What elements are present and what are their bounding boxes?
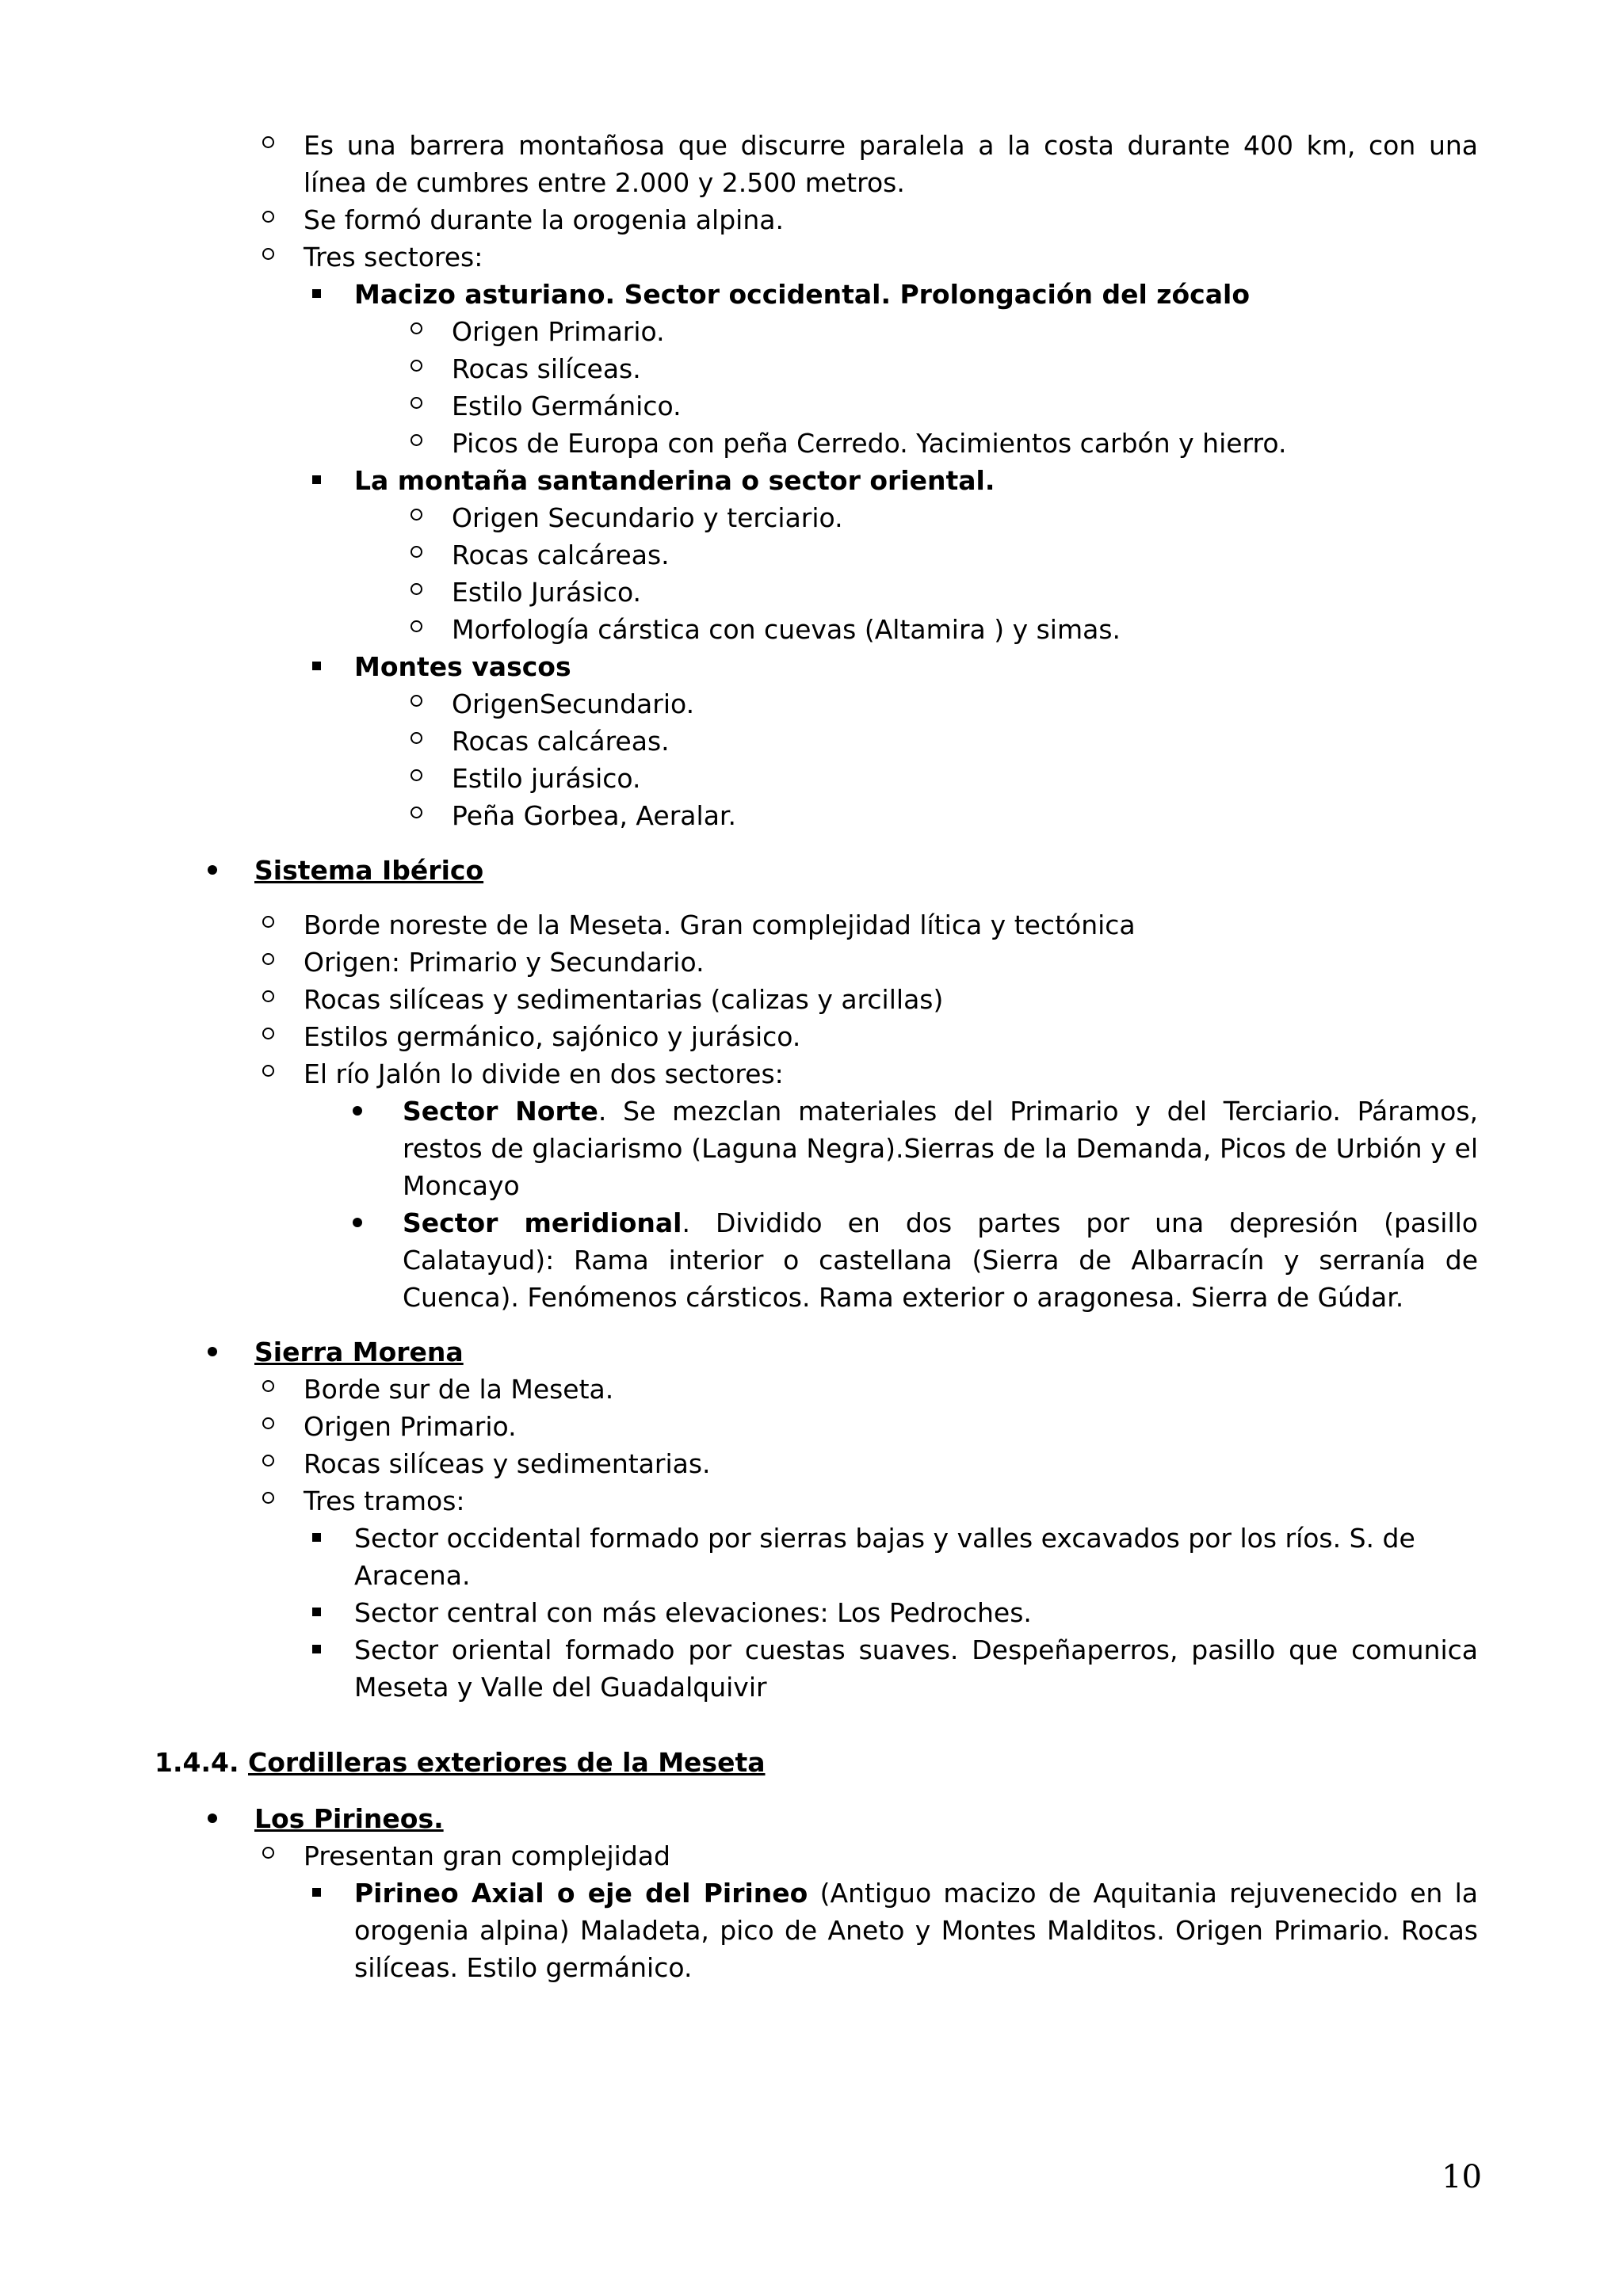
- list-item: [155, 611, 1478, 648]
- list-item: [155, 499, 1478, 536]
- list-item-text: Estilos germánico, sajónico y jurásico.: [304, 1021, 801, 1052]
- hollow-bullet-icon: [411, 732, 422, 744]
- list-item-text: Sector central con más elevaciones: Los Pedroches.: [354, 1597, 1032, 1628]
- topic-list: [155, 1800, 1478, 1837]
- list-item: [155, 201, 1478, 238]
- hollow-bullet-icon: [262, 1380, 274, 1392]
- hollow-bullet-icon: [262, 1847, 274, 1859]
- list-item: [155, 1631, 1478, 1706]
- list-item: [155, 1837, 1478, 1875]
- hollow-bullet-icon: [262, 211, 274, 223]
- list-item-text: Origen Primario.: [304, 1411, 517, 1442]
- sector-heading: [155, 648, 1478, 685]
- sector-detail-list: [155, 313, 1478, 462]
- bullet-icon: [208, 1347, 217, 1356]
- list-item-text: Estilo jurásico.: [452, 763, 641, 794]
- sector-name: Sector Norte: [403, 1096, 598, 1127]
- list-item: [155, 1408, 1478, 1445]
- topic-list: [155, 852, 1478, 889]
- list-item: [155, 1520, 1478, 1594]
- list-item: [155, 1018, 1478, 1055]
- iberico-list: [155, 906, 1478, 1093]
- list-item-text: Borde noreste de la Meseta. Gran complejidad lítica y tectónica: [304, 910, 1136, 940]
- bullet-icon: [353, 1218, 362, 1227]
- hollow-bullet-icon: [262, 1417, 274, 1429]
- square-bullet-icon: [312, 475, 321, 484]
- bullet-icon: [353, 1106, 362, 1116]
- sector-name: Sector meridional: [403, 1207, 682, 1238]
- list-item: [155, 1594, 1478, 1631]
- iberico-sector-list: [155, 1093, 1478, 1316]
- sector-heading: [155, 462, 1478, 499]
- list-item-text: Rocas silíceas y sedimentarias.: [304, 1448, 711, 1479]
- list-item-text: Tres tramos:: [304, 1486, 465, 1516]
- square-bullet-icon: [312, 1608, 321, 1616]
- page-content: [155, 127, 1478, 1986]
- hollow-bullet-icon: [411, 695, 422, 707]
- hollow-bullet-icon: [411, 397, 422, 409]
- page-number: 10: [1442, 2159, 1482, 2195]
- list-item: [155, 723, 1478, 760]
- morena-list: [155, 1371, 1478, 1520]
- list-item-text: Se formó durante la orogenia alpina.: [304, 204, 784, 235]
- list-item-text: Morfología cárstica con cuevas (Altamira ) y simas.: [452, 614, 1121, 645]
- section-heading: [155, 1744, 1478, 1781]
- intro-list: [155, 127, 1478, 276]
- list-item: [155, 425, 1478, 462]
- list-item: [155, 1875, 1478, 1986]
- hollow-bullet-icon: [262, 1028, 274, 1039]
- list-item: [155, 797, 1478, 834]
- sector-detail-list: [155, 685, 1478, 834]
- list-item-text: Es una barrera montañosa que discurre paralela a la costa durante 400 km, con una línea de cumbres entre 2.000 y 2.500 metros.: [304, 130, 1478, 198]
- topic-heading-morena: [155, 1333, 1478, 1371]
- sector-list: [155, 276, 1478, 313]
- list-item-text: Sector occidental formado por sierras bajas y valles excavados por los ríos. S. de Aracena.: [354, 1523, 1415, 1591]
- sector-description: . Se mezclan materiales del Primario y del Terciario. Páramos, restos de glaciarismo (Laguna Negra).Sierras de la Demanda, Picos de Urbión y el Moncayo: [403, 1096, 1479, 1201]
- pirineos-list: [155, 1837, 1478, 1875]
- list-item: [155, 1371, 1478, 1408]
- sector-name: Pirineo Axial o eje del Pirineo: [354, 1878, 808, 1909]
- list-item-text: Rocas silíceas y sedimentarias (calizas y arcillas): [304, 984, 944, 1015]
- sector-list: [155, 462, 1478, 499]
- list-item-text: Tres sectores:: [304, 242, 483, 273]
- sector-heading: [155, 276, 1478, 313]
- list-item: [155, 1445, 1478, 1482]
- list-item-text: Peña Gorbea, Aeralar.: [452, 800, 736, 831]
- list-item: [155, 906, 1478, 944]
- hollow-bullet-icon: [411, 509, 422, 521]
- list-item: [155, 350, 1478, 387]
- hollow-bullet-icon: [411, 583, 422, 595]
- morena-tramos-list: [155, 1520, 1478, 1706]
- list-item: [155, 981, 1478, 1018]
- list-item-text: Presentan gran complejidad: [304, 1840, 670, 1871]
- hollow-bullet-icon: [411, 807, 422, 818]
- list-item-text: OrigenSecundario.: [452, 688, 695, 719]
- list-item-text: Borde sur de la Meseta.: [304, 1374, 614, 1405]
- sector-detail-list: [155, 499, 1478, 648]
- list-item: [155, 944, 1478, 981]
- hollow-bullet-icon: [262, 1065, 274, 1077]
- hollow-bullet-icon: [262, 953, 274, 965]
- sector-heading-text: Macizo asturiano. Sector occidental. Prolongación del zócalo: [354, 279, 1250, 310]
- list-item-text: Rocas silíceas.: [452, 353, 641, 384]
- list-item: [155, 536, 1478, 574]
- hollow-bullet-icon: [411, 620, 422, 632]
- list-item-text: Sector oriental formado por cuestas suaves. Despeñaperros, pasillo que comunica Meseta y Valle del Guadalquivir: [354, 1634, 1478, 1703]
- square-bullet-icon: [312, 1533, 321, 1542]
- list-item: [155, 574, 1478, 611]
- square-bullet-icon: [312, 1888, 321, 1897]
- sector-heading-text: La montaña santanderina o sector oriental.: [354, 465, 995, 496]
- square-bullet-icon: [312, 289, 321, 298]
- list-item: [155, 1055, 1478, 1093]
- hollow-bullet-icon: [262, 248, 274, 260]
- topic-heading-text: Sistema Ibérico: [254, 855, 484, 886]
- sector-description: (Antiguo macizo de Aquitania rejuvenecido en la orogenia alpina) Maladeta, pico de Aneto y Montes Malditos. Origen Primario. Rocas silíceas. Estilo germánico.: [354, 1878, 1478, 1983]
- pirineos-sector-list: [155, 1875, 1478, 1986]
- hollow-bullet-icon: [411, 546, 422, 558]
- hollow-bullet-icon: [411, 360, 422, 372]
- sector-heading-text: Montes vascos: [354, 651, 571, 682]
- topic-heading-iberico: [155, 852, 1478, 889]
- hollow-bullet-icon: [411, 322, 422, 334]
- section-title: Cordilleras exteriores de la Meseta: [248, 1747, 766, 1778]
- list-item-text: Origen Primario.: [452, 316, 665, 347]
- list-item-text: Rocas calcáreas.: [452, 726, 670, 757]
- section-number: 1.4.4.: [155, 1747, 239, 1778]
- list-item-text: Picos de Europa con peña Cerredo. Yacimientos carbón y hierro.: [452, 428, 1287, 459]
- list-item-text: Estilo Jurásico.: [452, 577, 642, 608]
- sector-list: [155, 648, 1478, 685]
- square-bullet-icon: [312, 1645, 321, 1653]
- hollow-bullet-icon: [411, 769, 422, 781]
- hollow-bullet-icon: [262, 1492, 274, 1504]
- bullet-icon: [208, 865, 217, 875]
- list-item-text: Rocas calcáreas.: [452, 540, 670, 570]
- list-item: [155, 387, 1478, 425]
- list-item-text: Origen Secundario y terciario.: [452, 502, 843, 533]
- list-item: [155, 760, 1478, 797]
- topic-heading-text: Sierra Morena: [254, 1337, 464, 1367]
- hollow-bullet-icon: [262, 136, 274, 148]
- list-item: [155, 1093, 1478, 1204]
- list-item-text: Estilo Germánico.: [452, 391, 682, 421]
- hollow-bullet-icon: [262, 1455, 274, 1466]
- list-item-text: El río Jalón lo divide en dos sectores:: [304, 1058, 784, 1089]
- list-item: [155, 1204, 1478, 1316]
- list-item: [155, 313, 1478, 350]
- hollow-bullet-icon: [262, 990, 274, 1002]
- list-item: [155, 127, 1478, 201]
- topic-heading-text: Los Pirineos.: [254, 1803, 444, 1834]
- list-item: [155, 1482, 1478, 1520]
- list-item: [155, 238, 1478, 276]
- hollow-bullet-icon: [262, 916, 274, 928]
- list-item-text: Origen: Primario y Secundario.: [304, 947, 705, 978]
- list-item: [155, 685, 1478, 723]
- hollow-bullet-icon: [411, 434, 422, 446]
- topic-list: [155, 1333, 1478, 1371]
- sector-description: . Dividido en dos partes por una depresión (pasillo Calatayud): Rama interior o castellana (Sierra de Albarracín y serranía de Cuenca). Fenómenos cársticos. Rama exterior o aragonesa. Sierra de Gúdar.: [403, 1207, 1479, 1313]
- topic-heading-pirineos: [155, 1800, 1478, 1837]
- square-bullet-icon: [312, 662, 321, 670]
- bullet-icon: [208, 1814, 217, 1823]
